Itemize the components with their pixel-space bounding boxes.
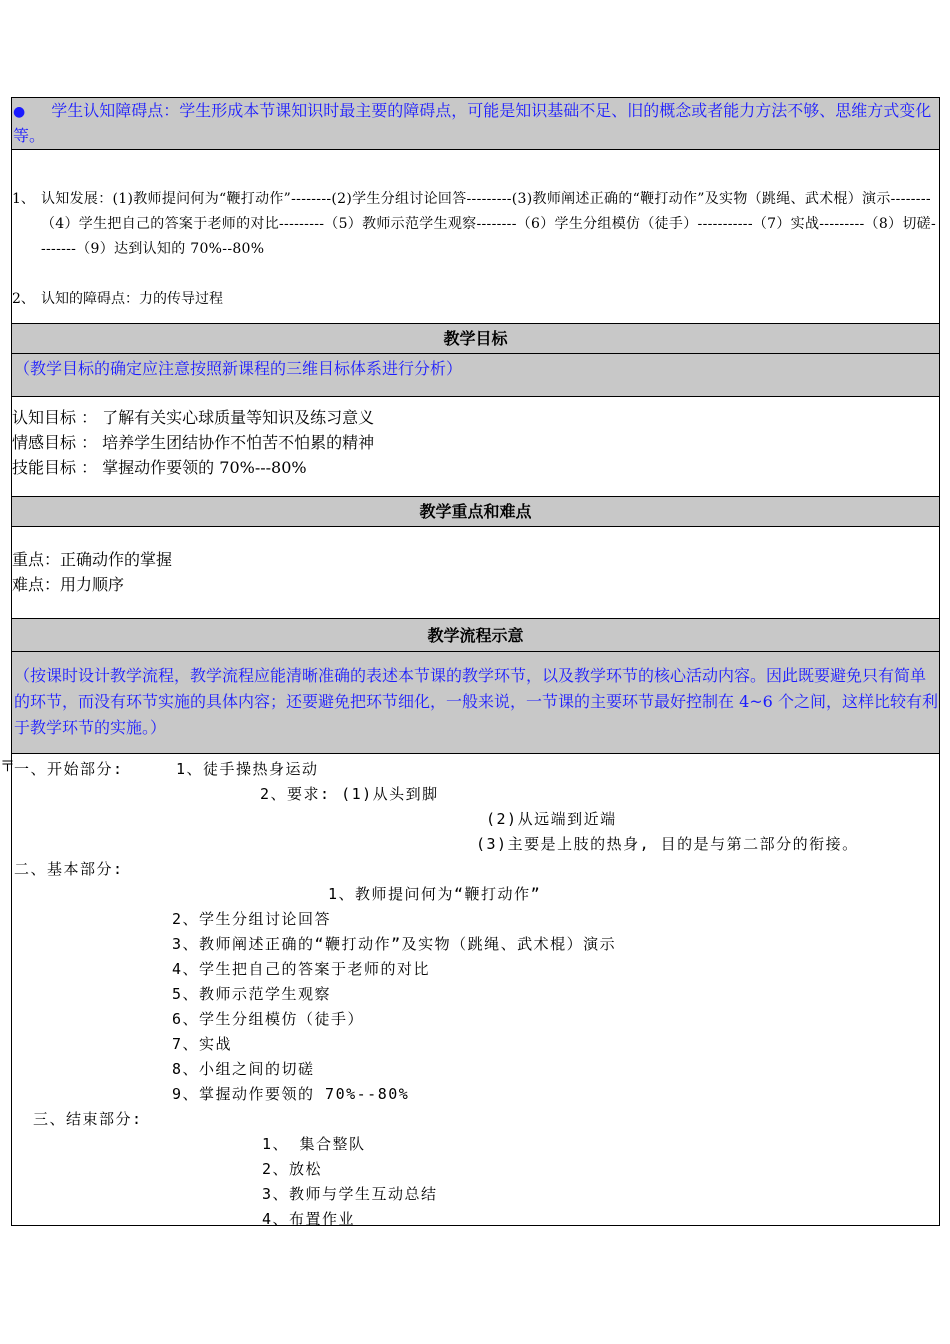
part1-item2b: (2)从远端到近端 <box>486 810 617 828</box>
goals-header-row <box>12 324 939 354</box>
part1-label: 一、开始部分: <box>14 760 124 778</box>
bullet-icon: ● <box>13 104 26 120</box>
part1-item2: 2、要求: (1)从头到脚 <box>260 785 439 803</box>
part3-label: 三、结束部分: <box>33 1110 143 1128</box>
goal-line: 技能目标 ： 掌握动作要领的 70%---80% <box>12 458 307 477</box>
part2-item: 8、小组之间的切磋 <box>172 1060 315 1078</box>
flow-header-row <box>12 619 939 652</box>
flow-note-row <box>12 652 939 754</box>
cognition-item-2-text: 认知的障碍点：力的传导过程 <box>41 291 223 307</box>
part2-item: 6、学生分组模仿（徒手） <box>172 1010 365 1028</box>
flow-body-row <box>12 754 939 1226</box>
lesson-plan-table <box>11 97 940 1226</box>
part1-item1: 1、徒手操热身运动 <box>176 760 319 778</box>
cognition-item-1-text: 认知发展：(1)教师提问何为“鞭打动作”--------(2)学生分组讨论回答---------(3)教师阐述正确的“鞭打动作”及实物（跳绳、武术棍）演示--------（4）学生把自己的答案于老师的对比---------（5）教师示范学生观察--------（6）学生分组模仿（徒手）-----------（7）实战---------（8）切磋--------（9）达到认知的 70%--80% <box>41 191 936 257</box>
part2-item1: 1、教师提问何为“鞭打动作” <box>328 885 542 903</box>
obstacle-note-text: 学生认知障碍点：学生形成本节课知识时最主要的障碍点，可能是知识基础不足、旧的概念或者能力方法不够、思维方式变化等。 <box>13 101 932 145</box>
keypoint-line: 难点：用力顺序 <box>12 575 125 594</box>
part2-label: 二、基本部分: <box>14 860 124 878</box>
goal-line: 认知目标 ： 了解有关实心球质量等知识及练习意义 <box>12 408 375 427</box>
part2-item: 4、学生把自己的答案于老师的对比 <box>172 960 431 978</box>
part3-item: 4、布置作业 <box>262 1210 356 1228</box>
goals-note: （教学目标的确定应注意按照新课程的三维目标体系进行分析） <box>14 359 463 378</box>
part2-item: 9、掌握动作要领的 70%--80% <box>172 1085 410 1103</box>
flow-margin-marker: 〒 <box>0 757 16 775</box>
keypoints-header-row <box>12 497 939 527</box>
obstacle-note <box>12 98 939 148</box>
goal-line: 情感目标 ： 培养学生团结协作不怕苦不怕累的精神 <box>12 433 375 452</box>
cognition-item-1 <box>12 187 937 262</box>
goals-body-row <box>12 397 939 497</box>
obstacle-note-row <box>12 98 939 150</box>
part2-item: 5、教师示范学生观察 <box>172 985 332 1003</box>
part3-item: 1、 集合整队 <box>262 1135 366 1153</box>
cognition-item-1-num: 1、 <box>12 191 35 207</box>
part2-item: 7、实战 <box>172 1035 233 1053</box>
part2-item: 2、学生分组讨论回答 <box>172 910 332 928</box>
goals-note-row <box>12 354 939 397</box>
keypoints-body-row <box>12 527 939 619</box>
flow-note: （按课时设计教学流程，教学流程应能清晰准确的表述本节课的教学环节，以及教学环节的核心活动内容。因此既要避免只有简单的环节，而没有环节实施的具体内容；还要避免把环节细化，一般来说，一节课的主要环节最好控制在 4~6 个之间，这样比较有利于教学环节的实施。） <box>14 666 938 737</box>
cognition-row <box>12 150 939 324</box>
part2-item: 3、教师阐述正确的“鞭打动作”及实物（跳绳、武术棍）演示 <box>172 935 617 953</box>
flow-title: 教学流程示意 <box>427 626 524 645</box>
part3-item: 2、放松 <box>262 1160 323 1178</box>
part3-item: 3、教师与学生互动总结 <box>262 1185 438 1203</box>
goals-title: 教学目标 <box>443 329 508 348</box>
keypoints-title: 教学重点和难点 <box>419 502 532 521</box>
keypoint-line: 重点：正确动作的掌握 <box>12 550 173 569</box>
part1-item2c: (3)主要是上肢的热身, 目的是与第二部分的衔接。 <box>476 835 859 853</box>
cognition-item-2-num: 2、 <box>12 291 35 307</box>
